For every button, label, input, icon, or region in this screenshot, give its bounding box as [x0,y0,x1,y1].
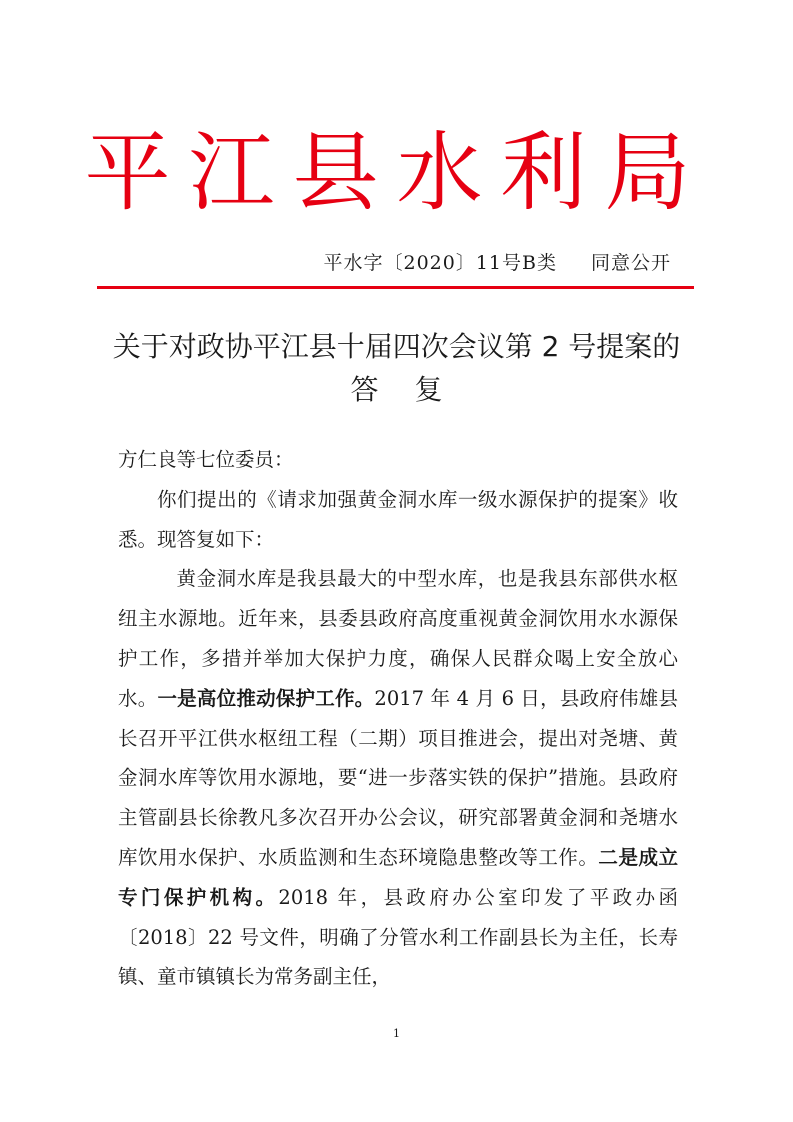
reply-text-intro: 黄金洞水库是我县最大的中型水库，也是我县东部供水枢纽主水源地。近年来，县委县政府高度重视黄金洞饮用水水源保护工作，多措并举加大保护力度，确保人民群众喝上安全放心水。 [118,567,678,710]
document-body [118,440,678,997]
reply-text-point-two: 2018 年，县政府办公室印发了平政办函〔2018〕22 号文件，明确了分管水利工作副县长为主任，长寿镇、童市镇镇长为常务副主任， [118,885,678,989]
salutation: 方仁良等七位委员： [118,448,294,471]
paragraph-reply-details [118,559,678,997]
document-number-line [323,248,671,275]
red-separator-line [97,286,694,289]
document-title-line1: 关于对政协平江县十届四次会议第 2 号提案的 [112,330,681,363]
page-number: 1 [393,1027,400,1040]
document-title-line2: 答复 [350,373,479,406]
bold-point-two: 二是成立专门保护机构。 [118,845,678,909]
reply-text-point-one: 2017 年 4 月 6 日，县政府伟雄县长召开平江供水枢纽工程（二期）项目推进会，提出对尧塘、黄金洞水库等饮用水源地，要“进一步落实铁的保护”措施。县政府主管副县长徐教凡多次召开办公会议，研究部署黄金洞和尧塘水库饮用水保护、水质监测和生态环境隐患整改等工作。 [118,686,678,869]
issuing-authority-title: 平江县水利局 [84,123,709,223]
disclosure-status: 同意公开 [590,252,671,274]
paragraph-acknowledgement: 你们提出的《请求加强黄金洞水库一级水源保护的提案》收悉。现答复如下： [118,487,678,551]
bold-point-one: 一是高位推动保护工作。 [157,686,375,710]
document-number: 平水字〔2020〕11号B类 [323,252,557,274]
